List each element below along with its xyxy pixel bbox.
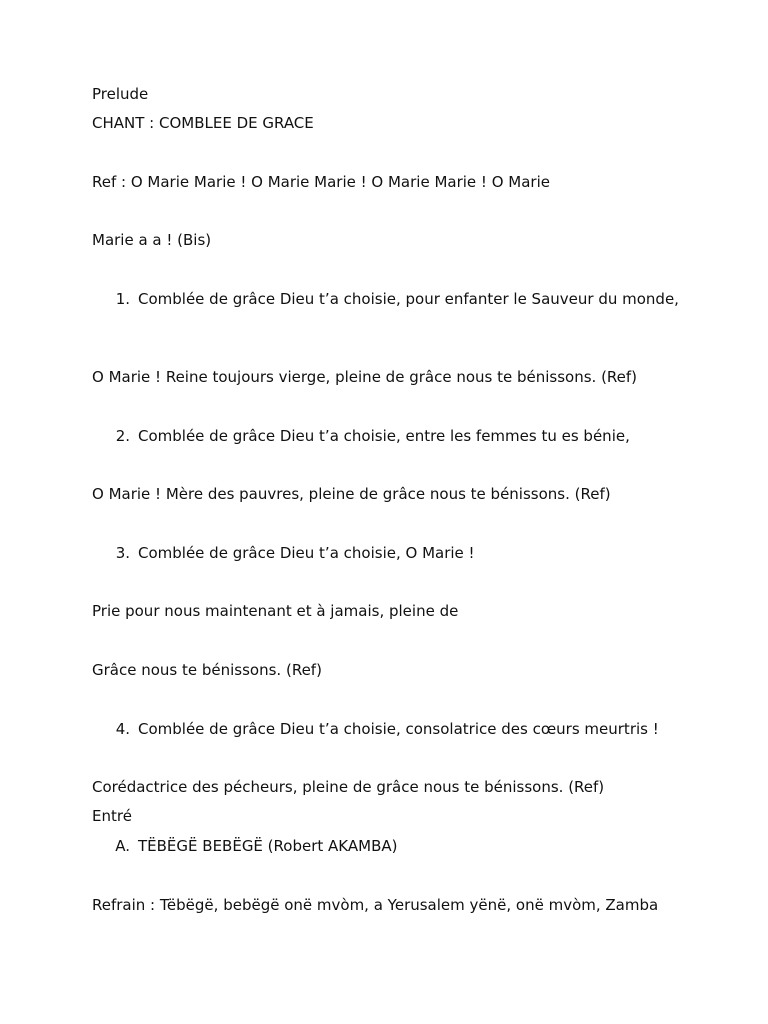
entry-heading: Entré [92,807,132,825]
refrain-line-1: Ref : O Marie Marie ! O Marie Marie ! O Marie Marie ! O Marie [92,173,550,191]
entry-item-text: TËBËGË BEBËGË (Robert AKAMBA) [138,837,398,855]
verse-4-response: Corédactrice des pécheurs, pleine de grâce nous te bénissons. (Ref) [92,778,605,796]
verse-number: 1. [115,290,130,308]
entry-refrain: Refrain : Tëbëgë, bebëgë onë mvòm, a Yerusalem yënë, onë mvòm, Zamba [92,896,659,914]
verse-number: 2. [115,427,130,445]
verse-2-response: O Marie ! Mère des pauvres, pleine de grâce nous te bénissons. (Ref) [92,485,611,503]
verse-3-response: Prie pour nous maintenant et à jamais, pleine de [92,602,459,620]
verse-number: 4. [115,720,130,738]
verse-text: Comblée de grâce Dieu t’a choisie, pour enfanter le Sauveur du monde, [138,290,679,308]
verse-text: Comblée de grâce Dieu t’a choisie, entre les femmes tu es bénie, [138,427,630,445]
chant-title: CHANT : COMBLEE DE GRACE [92,114,314,132]
verse-text: Comblée de grâce Dieu t’a choisie, consolatrice des cœurs meurtris ! [138,720,659,738]
verse-text: Comblée de grâce Dieu t’a choisie, O Marie ! [138,544,475,562]
verse-number: 3. [115,544,130,562]
verse-3-response-continued: Grâce nous te bénissons. (Ref) [92,661,322,679]
entry-item-letter: A. [115,837,130,855]
refrain-line-2: Marie a a ! (Bis) [92,231,212,249]
verse-1-response: O Marie ! Reine toujours vierge, pleine de grâce nous te bénissons. (Ref) [92,368,638,386]
prelude-heading: Prelude [92,85,149,103]
